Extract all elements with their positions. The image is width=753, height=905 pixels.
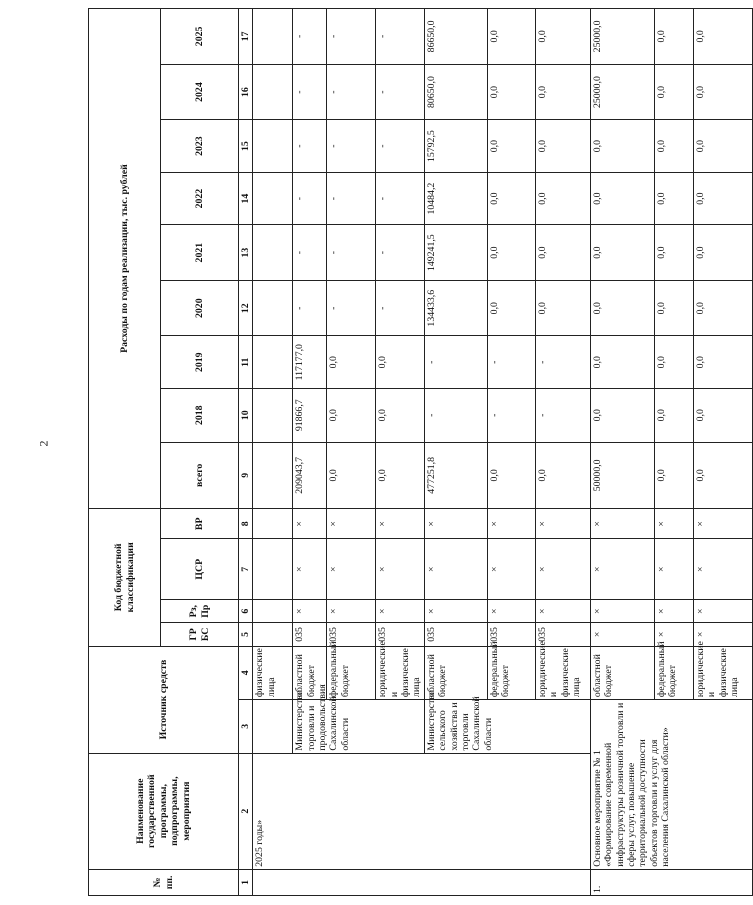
header-csr: ЦСР xyxy=(161,539,239,600)
table-cell: × xyxy=(535,509,590,539)
table-cell: 0,0 xyxy=(654,225,693,281)
table-cell: 0,0 xyxy=(590,120,654,173)
table-cell: 0,0 xyxy=(693,280,752,336)
header-year: 2023 xyxy=(161,120,239,173)
table-cell: 0,0 xyxy=(487,172,535,225)
table-cell: федеральный бюджет xyxy=(327,646,376,700)
table-cell: - xyxy=(535,336,590,389)
table-cell: × xyxy=(535,600,590,623)
table-cell: 0,0 xyxy=(376,442,424,509)
table-cell xyxy=(253,336,293,389)
col-number: 3 xyxy=(239,700,253,754)
table-cell: - xyxy=(327,225,376,281)
table-cell: × xyxy=(327,539,376,600)
table-cell: областной бюджет xyxy=(590,646,654,700)
table-cell xyxy=(253,388,293,442)
table-cell: 0,0 xyxy=(376,336,424,389)
table-cell: 0,0 xyxy=(693,172,752,225)
table-cell xyxy=(253,120,293,173)
table-cell: × xyxy=(376,600,424,623)
table-cell: × xyxy=(590,600,654,623)
page-number: 2 xyxy=(36,440,51,447)
table-cell: физические лица xyxy=(253,646,293,700)
table-cell: × xyxy=(487,600,535,623)
table-cell: × xyxy=(590,509,654,539)
table-body xyxy=(253,9,752,896)
table-cell: 0,0 xyxy=(693,225,752,281)
table-cell: юридические и физические лица xyxy=(693,646,752,700)
table-cell: 0,0 xyxy=(654,120,693,173)
header-year: 2018 xyxy=(161,388,239,442)
col-number: 1 xyxy=(239,869,253,895)
col-number: 12 xyxy=(239,280,253,336)
table-cell: 0,0 xyxy=(693,120,752,173)
col-number: 17 xyxy=(239,9,253,65)
table-cell: 209043,7 xyxy=(293,442,327,509)
col-number: 14 xyxy=(239,172,253,225)
table-cell: 0,0 xyxy=(693,388,752,442)
table-cell: - xyxy=(327,172,376,225)
table-cell: 0,0 xyxy=(654,336,693,389)
table-cell: 0,0 xyxy=(487,120,535,173)
table-cell: × xyxy=(424,600,487,623)
table-cell: - xyxy=(487,336,535,389)
table-cell: 0,0 xyxy=(535,64,590,120)
table-cell: 2025 годы» xyxy=(253,753,590,869)
table-cell: - xyxy=(327,120,376,173)
header-expenses: Расходы по годам реализации, тыс. рублей xyxy=(89,9,161,509)
table-cell: × xyxy=(327,600,376,623)
table-cell: - xyxy=(293,280,327,336)
table-cell: 0,0 xyxy=(590,280,654,336)
table-cell: 0,0 xyxy=(654,9,693,65)
table-cell: 0,0 xyxy=(487,225,535,281)
table-cell: × xyxy=(487,539,535,600)
table-cell: - xyxy=(424,336,487,389)
table-cell: 15792,5 xyxy=(424,120,487,173)
table-cell: 035 xyxy=(424,623,487,646)
table-cell: областной бюджет xyxy=(424,646,487,700)
table-cell xyxy=(253,623,293,646)
table-cell: - xyxy=(487,388,535,442)
table-cell: × xyxy=(693,623,752,646)
table-cell: 0,0 xyxy=(535,9,590,65)
table-cell xyxy=(253,9,293,65)
table-cell: 0,0 xyxy=(654,388,693,442)
table-cell: 0,0 xyxy=(693,64,752,120)
table-cell: - xyxy=(293,225,327,281)
table-cell: × xyxy=(327,509,376,539)
header-year: 2021 xyxy=(161,225,239,281)
table-cell: Министерство торговли и продовольствия Сахалинской области xyxy=(293,700,424,754)
header-year: 2019 xyxy=(161,336,239,389)
table-cell: × xyxy=(293,509,327,539)
table-cell: 0,0 xyxy=(654,442,693,509)
table-cell: × xyxy=(654,600,693,623)
col-number: 4 xyxy=(239,646,253,700)
table-cell: × xyxy=(293,539,327,600)
table-cell: Министерство сельского хозяйства и торговли Сахалинской области xyxy=(424,700,590,754)
table-cell: × xyxy=(693,600,752,623)
table-cell: × xyxy=(535,539,590,600)
budget-table xyxy=(88,8,753,896)
table-cell: 0,0 xyxy=(535,172,590,225)
header-name: Наименование государственной программы, подпрограммы, мероприятия xyxy=(89,753,239,869)
table-cell: × xyxy=(590,623,654,646)
table-cell: - xyxy=(376,172,424,225)
col-number: 5 xyxy=(239,623,253,646)
table-cell: 0,0 xyxy=(327,442,376,509)
table-cell: 0,0 xyxy=(535,442,590,509)
header-grbs: ГР БС xyxy=(161,623,239,646)
table-cell: × xyxy=(376,509,424,539)
col-number: 13 xyxy=(239,225,253,281)
table-cell xyxy=(253,442,293,509)
table-cell: - xyxy=(376,9,424,65)
table-row xyxy=(253,9,293,896)
table-cell: 0,0 xyxy=(487,442,535,509)
table-cell: 0,0 xyxy=(487,9,535,65)
table-cell: 25000,0 xyxy=(590,9,654,65)
table-cell: 80650,0 xyxy=(424,64,487,120)
header-year: 2020 xyxy=(161,280,239,336)
table-cell: - xyxy=(535,388,590,442)
table-cell: 0,0 xyxy=(590,172,654,225)
table-cell: × xyxy=(693,539,752,600)
table-cell: × xyxy=(424,509,487,539)
table-cell: 117177,0 xyxy=(293,336,327,389)
table-cell xyxy=(253,280,293,336)
table-cell: - xyxy=(293,120,327,173)
table-cell: 0,0 xyxy=(327,336,376,389)
table-cell: 035 xyxy=(487,623,535,646)
col-number: 10 xyxy=(239,388,253,442)
col-number: 7 xyxy=(239,539,253,600)
table-cell: - xyxy=(327,9,376,65)
table-cell: 0,0 xyxy=(654,280,693,336)
col-number: 8 xyxy=(239,509,253,539)
header-rzpr: Рз, Пр xyxy=(161,600,239,623)
table-row xyxy=(590,9,654,896)
table-cell: 25000,0 xyxy=(590,64,654,120)
table-cell: - xyxy=(293,172,327,225)
col-number: 6 xyxy=(239,600,253,623)
table-cell: × xyxy=(376,539,424,600)
col-number: 11 xyxy=(239,336,253,389)
table-cell: 477251,8 xyxy=(424,442,487,509)
table-cell: 1. xyxy=(590,869,752,895)
table-cell: × xyxy=(590,539,654,600)
table-cell: - xyxy=(327,280,376,336)
table-cell xyxy=(253,509,293,539)
table-cell: × xyxy=(654,539,693,600)
header-source: Источник средств xyxy=(89,646,239,753)
table-cell: 91866,7 xyxy=(293,388,327,442)
table-cell: 0,0 xyxy=(693,336,752,389)
table-cell xyxy=(253,225,293,281)
table-cell xyxy=(253,539,293,600)
table-cell: 0,0 xyxy=(590,225,654,281)
table-cell: 10484,2 xyxy=(424,172,487,225)
table-cell xyxy=(253,700,293,754)
table-cell: 035 xyxy=(327,623,376,646)
table-cell: - xyxy=(376,120,424,173)
table-cell: 0,0 xyxy=(535,280,590,336)
table-cell: юридические и физические лица xyxy=(535,646,590,700)
table-cell: 0,0 xyxy=(693,442,752,509)
table-cell: федеральный бюджет xyxy=(487,646,535,700)
table-cell xyxy=(253,600,293,623)
table-cell: 0,0 xyxy=(654,64,693,120)
table-cell: 0,0 xyxy=(590,336,654,389)
table-cell: - xyxy=(327,64,376,120)
table-cell: юридические и физические лица xyxy=(376,646,424,700)
table-cell: × xyxy=(424,539,487,600)
header-budget-code: Код бюджетной классификации xyxy=(89,509,161,646)
table-cell: 035 xyxy=(293,623,327,646)
table-cell: 0,0 xyxy=(590,388,654,442)
table-cell: 035 xyxy=(535,623,590,646)
table-cell: × xyxy=(293,600,327,623)
table-cell: 0,0 xyxy=(327,388,376,442)
table-cell xyxy=(253,172,293,225)
table-cell: × xyxy=(654,623,693,646)
col-number: 15 xyxy=(239,120,253,173)
column-number-row xyxy=(239,9,253,896)
table-cell: 86650,0 xyxy=(424,9,487,65)
table-cell: 149241,5 xyxy=(424,225,487,281)
header-no: № пп. xyxy=(89,869,239,895)
table-cell: - xyxy=(376,280,424,336)
header-year: 2024 xyxy=(161,64,239,120)
header-year: 2025 xyxy=(161,9,239,65)
table-cell: 0,0 xyxy=(376,388,424,442)
table-cell: 0,0 xyxy=(535,225,590,281)
col-number: 2 xyxy=(239,753,253,869)
table-cell: - xyxy=(424,388,487,442)
table-cell xyxy=(253,64,293,120)
table-cell: 134433,6 xyxy=(424,280,487,336)
table-cell: 0,0 xyxy=(654,172,693,225)
table-cell: федеральный бюджет xyxy=(654,646,693,700)
table-cell: - xyxy=(376,64,424,120)
table-cell: Основное мероприятие № 1 «Формирование современной инфраструктуры розничной торговли и сферы услуг, повышение территориальной доступности объектов торговли и услуг для населения Сахалинской области» xyxy=(590,700,752,870)
table-cell: × xyxy=(487,509,535,539)
table-cell: 0,0 xyxy=(487,280,535,336)
table-cell: областной бюджет xyxy=(293,646,327,700)
table-cell: × xyxy=(654,509,693,539)
header-year: 2022 xyxy=(161,172,239,225)
table-cell: 50000,0 xyxy=(590,442,654,509)
table-cell: - xyxy=(293,9,327,65)
header-total: всего xyxy=(161,442,239,509)
col-number: 16 xyxy=(239,64,253,120)
table-cell: 0,0 xyxy=(535,120,590,173)
table-cell: 035 xyxy=(376,623,424,646)
table-cell: - xyxy=(376,225,424,281)
header-vr: ВР xyxy=(161,509,239,539)
table-cell: 0,0 xyxy=(693,9,752,65)
table-cell xyxy=(253,869,590,895)
col-number: 9 xyxy=(239,442,253,509)
table-cell: × xyxy=(693,509,752,539)
table-cell: 0,0 xyxy=(487,64,535,120)
table-cell: - xyxy=(293,64,327,120)
